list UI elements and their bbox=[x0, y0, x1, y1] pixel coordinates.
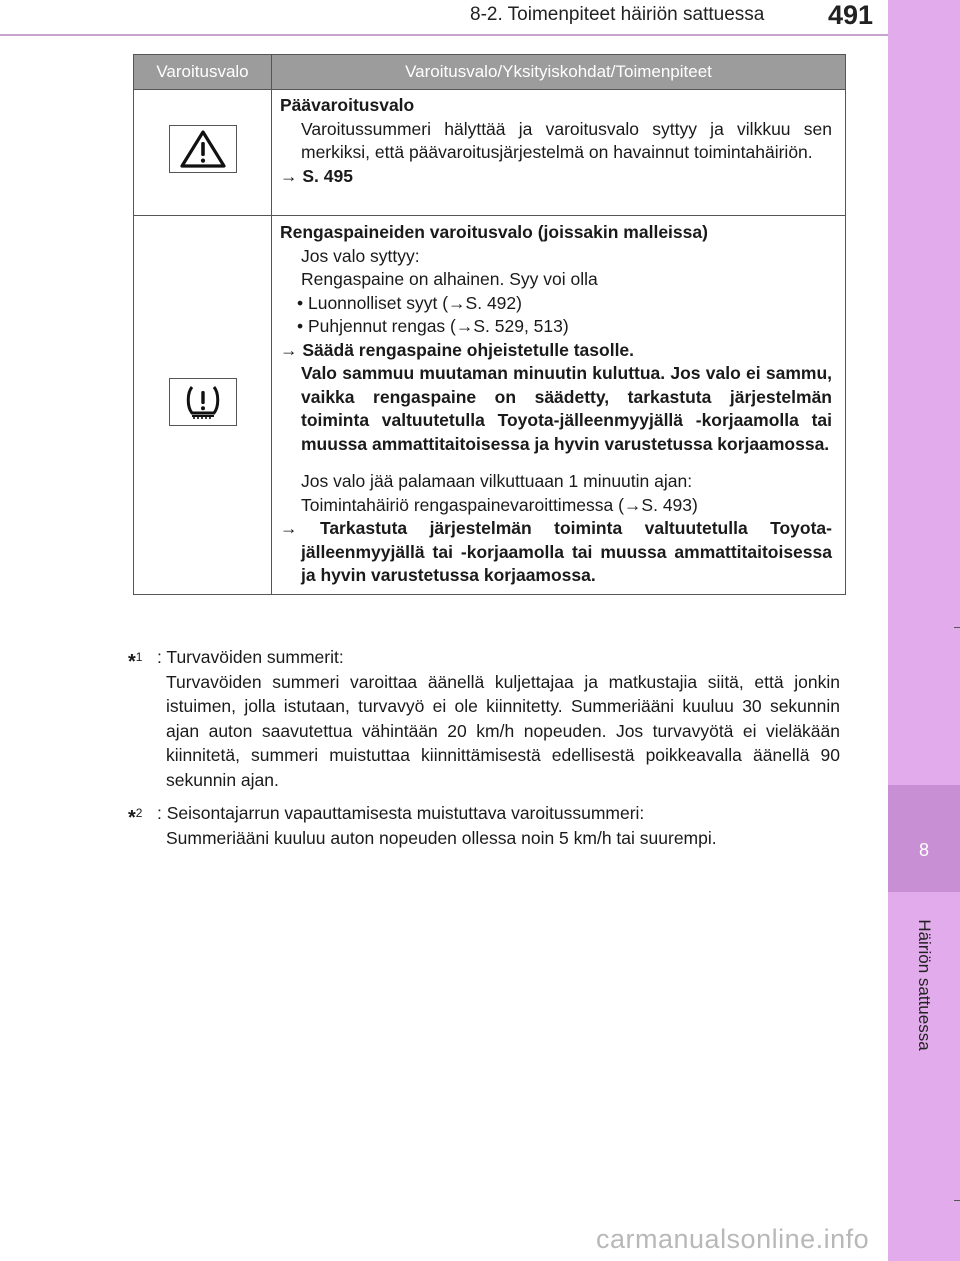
tpms-action bbox=[280, 339, 832, 363]
chapter-label-text: Häiriön sattuessa bbox=[915, 919, 934, 1051]
warning-triangle-icon bbox=[169, 125, 237, 173]
tpms-line: Rengaspaine on alhainen. Syy voi olla bbox=[301, 269, 598, 289]
chapter-number-tab[interactable]: 8 bbox=[888, 785, 960, 892]
tpms-bullet: • Puhjennut rengas (→S. 529, 513) bbox=[297, 316, 569, 336]
details-cell bbox=[272, 90, 846, 216]
watermark: carmanualsonline.info bbox=[596, 1224, 870, 1254]
page-ref-link[interactable]: S. 495 bbox=[302, 165, 353, 186]
master-warning-title: Päävaroitusvalo bbox=[280, 95, 415, 115]
footnote-body: Summeriääni kuuluu auton nopeuden ollessa noin 5 km/h tai suurempi. bbox=[166, 827, 717, 848]
tire-pressure-icon bbox=[169, 378, 237, 426]
tpms-title: Rengaspaineiden varoitusvalo (joissakin malleissa) bbox=[280, 222, 708, 242]
margin-tick bbox=[954, 627, 960, 628]
header-title: 8-2. Toimenpiteet häiriön sattuessa bbox=[470, 4, 765, 25]
footnote-title: : Seisontajarrun vapauttamisesta muistuttava varoitussummeri: bbox=[157, 803, 645, 823]
chapter-label bbox=[888, 905, 960, 1065]
warning-light-table bbox=[133, 54, 846, 595]
tpms-line: Toimintahäiriö rengaspainevaroittimessa (→S. 493) bbox=[301, 494, 698, 515]
tpms-line: Jos valo jää palamaan vilkuttuaan 1 minuutin ajan: bbox=[301, 471, 693, 491]
tpms-action-detail: Valo sammuu muutaman minuutin kuluttua. Jos valo ei sammu, vaikka rengaspaine on säädetty, tarkastuta järjestelmän toiminta valtuutetulla Toyota-jälleenmyyjällä -korjaamolla tai muussa ammattitaitoisessa ja hyvin varustetussa korjaamossa. bbox=[301, 363, 832, 454]
tpms-action-text: Säädä rengaspaine ohjeistetulle tasolle. bbox=[302, 339, 635, 360]
header-divider bbox=[0, 34, 888, 36]
footnote-title: : Turvavöiden summerit: bbox=[157, 647, 344, 667]
col-header-warning-light: Varoitusvalo bbox=[134, 55, 272, 90]
spacer bbox=[280, 456, 832, 470]
icon-cell bbox=[134, 90, 272, 216]
tpms-bullet: • Luonnolliset syyt (→S. 492) bbox=[297, 292, 522, 313]
footnote-mark: *$^2$ bbox=[128, 806, 143, 829]
arrow-icon: → bbox=[280, 339, 298, 360]
margin-tick bbox=[954, 1200, 960, 1201]
master-warning-ref[interactable] bbox=[280, 165, 832, 189]
chapter-sidebar bbox=[888, 0, 960, 1261]
col-header-details: Varoitusvalo/Yksityiskohdat/Toimenpiteet bbox=[272, 55, 846, 90]
table-header-row bbox=[134, 55, 846, 90]
tpms-action-text: Tarkastuta järjestelmän toiminta valtuutetulla Toyota-jälleenmyyjällä tai -korjaamolla tai muussa ammattitaitoisessa ja hyvin varustetussa korjaamossa. bbox=[301, 518, 832, 585]
page-number: 491 bbox=[828, 0, 874, 30]
table-row bbox=[134, 90, 846, 216]
details-cell bbox=[272, 216, 846, 595]
footnote bbox=[128, 645, 840, 792]
tpms-line: Jos valo syttyy: bbox=[301, 245, 420, 266]
footnote-mark: *$^1$ bbox=[128, 650, 143, 673]
tpms-action bbox=[280, 517, 832, 588]
arrow-icon: → bbox=[280, 518, 298, 538]
footnotes bbox=[128, 645, 840, 850]
table-row bbox=[134, 216, 846, 595]
arrow-icon: → bbox=[280, 165, 298, 186]
footnote bbox=[128, 801, 840, 850]
icon-cell bbox=[134, 216, 272, 595]
master-warning-body: Varoitussummeri hälyttää ja varoitusvalo syttyy ja vilkkuu sen merkiksi, että päävaroitusjärjestelmä on havainnut toimintahäiriön. bbox=[301, 118, 832, 162]
footnote-body: Turvavöiden summeri varoittaa äänellä kuljettajaa ja matkustajia siitä, että jonkin istuimen, jolla istutaan, turvavyö ei ole kiinnitetty. Summeriääni kuuluu 30 sekunnin ajan auton saavutettua vähintään 20 km/h nopeuden. Jos turvavyötä ei vieläkään kiinnitetä, summeri muistuttaa kiinnittämisestä edellisestä poikkeavalla äänellä 90 sekunnin ajan. bbox=[166, 671, 840, 790]
